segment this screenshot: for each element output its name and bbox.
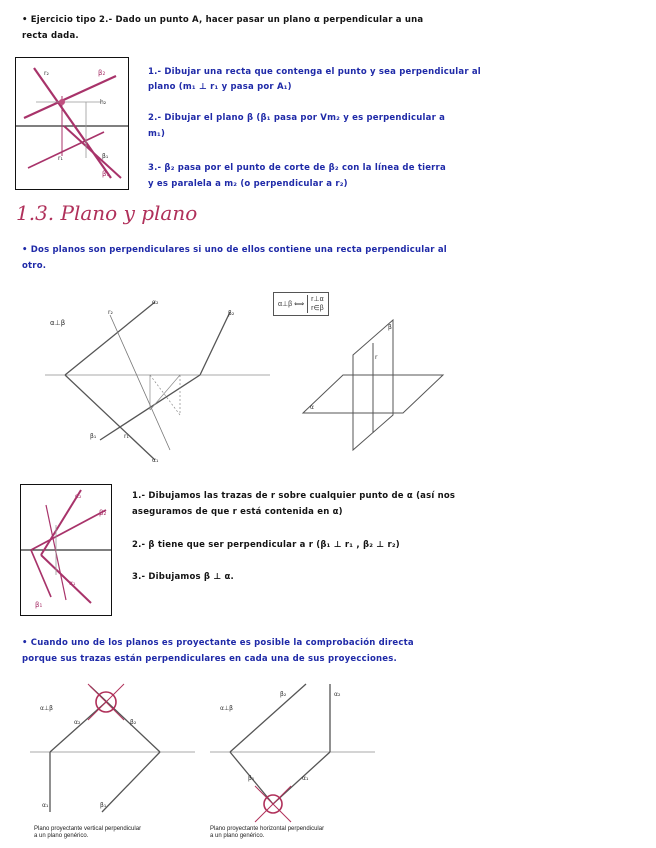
- formula-bot: r∈β: [311, 305, 324, 312]
- svg-text:β₂: β₂: [99, 509, 107, 517]
- fig1-lab-r1: r₁: [124, 433, 129, 440]
- fig1-lab-r3d: r: [375, 354, 378, 361]
- fig1-lab-r2: r₂: [108, 309, 113, 316]
- formula-conditions: [307, 295, 323, 313]
- svg-text:α₂: α₂: [75, 493, 82, 500]
- rule2-line-1: • Cuando uno de los planos es proyectante es posible la comprobación directa: [22, 638, 414, 648]
- fig1-lab-a2: α₂: [152, 299, 159, 306]
- fig1-lab-a1: α₁: [152, 457, 159, 464]
- section-title: 1.3. Plano y plano: [16, 201, 198, 225]
- ex2-step2: 2.- β tiene que ser perpendicular a r (β₁ ⊥ r₁ , β₂ ⊥ r₂): [132, 540, 400, 550]
- fig2-right-a2: α₂: [334, 691, 341, 698]
- perpendicularity-formula: [273, 292, 329, 316]
- intro-line-1: • Ejercicio tipo 2.- Dado un punto A, hacer pasar un plano α perpendicular a una: [22, 15, 424, 25]
- perpendicular-planes-projection: [40, 290, 270, 465]
- formula-top: r⊥α: [311, 296, 324, 303]
- svg-text:h₂: h₂: [100, 99, 107, 106]
- fig2-right-label: α⊥β: [220, 705, 234, 712]
- ex2-step1a: 1.- Dibujamos las trazas de r sobre cualquier punto de α (así nos: [132, 491, 456, 501]
- perpendicular-planes-3d: [298, 315, 448, 455]
- fig1-lab-b2: β₂: [228, 310, 235, 317]
- vertical-projecting-svg: [30, 682, 200, 817]
- rule-line-1: • Dos planos son perpendiculares si uno de ellos contiene una recta perpendicular al: [22, 245, 447, 255]
- fig1-lab-beta3d: β: [388, 324, 392, 331]
- svg-text:β₁: β₁: [102, 153, 109, 160]
- fig1-lab-b1: β₁: [90, 433, 97, 440]
- rule-line-2: otro.: [22, 261, 47, 271]
- intro-line-2: recta dada.: [22, 31, 79, 41]
- horizontal-projecting-svg: [210, 682, 380, 817]
- ex1-step3b: y es paralela a m₂ (o perpendicular a r₂): [148, 179, 348, 189]
- ex2-step3: 3.- Dibujamos β ⊥ α.: [132, 572, 234, 582]
- svg-text:r₂: r₂: [44, 70, 49, 77]
- ex1-step1b: plano (m₁ ⊥ r₁ y pasa por A₁): [148, 82, 292, 92]
- svg-text:β₁: β₁: [102, 170, 110, 178]
- fig2-right-a1: α₁: [302, 775, 309, 782]
- ex1-step2b: m₁): [148, 129, 166, 139]
- svg-text:α₁: α₁: [69, 580, 76, 587]
- fig1-label-ab: α⊥β: [50, 319, 66, 327]
- projection-svg: [40, 290, 270, 465]
- fig2-right-b1: β₁: [248, 775, 255, 782]
- ex1-step2a: 2.- Dibujar el plano β (β₁ pasa por Vm₂ y es perpendicular a: [148, 113, 446, 123]
- fig2-left-caption: [34, 826, 141, 840]
- exercise2-diagram: [20, 484, 112, 616]
- fig2-left-a2: α₂: [74, 719, 81, 726]
- fig2-left-label: α⊥β: [40, 705, 54, 712]
- horizontal-projecting-plane-figure: [210, 682, 380, 817]
- fig2-left-caption-2: a un plano genérico.: [34, 833, 89, 839]
- fig2-right-b2: β₂: [280, 691, 287, 698]
- exercise1-diagram: [15, 57, 129, 190]
- fig2-right-caption-1: Plano proyectante horizontal perpendicular: [210, 826, 325, 832]
- ex1-step1a: 1.- Dibujar una recta que contenga el punto y sea perpendicular al: [148, 67, 481, 77]
- fig2-left-b1: β₁: [100, 802, 107, 809]
- fig2-left-b2: β₂: [130, 719, 137, 726]
- formula-left: α⊥β ⟺: [278, 301, 305, 308]
- exercise1-diagram-svg: [16, 58, 128, 189]
- fig2-left-a1: α₁: [42, 802, 49, 809]
- vertical-projecting-plane-figure: [30, 682, 200, 817]
- exercise2-diagram-svg: [21, 485, 111, 615]
- svg-text:β₁: β₁: [35, 601, 43, 609]
- fig2-right-caption: [210, 826, 324, 840]
- fig1-lab-alpha3d: α: [310, 404, 314, 411]
- svg-text:β₂: β₂: [98, 69, 106, 77]
- svg-text:r₁: r₁: [58, 155, 63, 162]
- rule2-line-2: porque sus trazas están perpendiculares en cada una de sus proyecciones.: [22, 654, 397, 664]
- fig2-left-caption-1: Plano proyectante vertical perpendicular: [34, 826, 142, 832]
- ex1-step3a: 3.- β₂ pasa por el punto de corte de β₂ con la línea de tierra: [148, 163, 446, 173]
- ex2-step1b: aseguramos de que r está contenida en α): [132, 507, 343, 517]
- planes-3d-svg: [298, 315, 448, 455]
- fig2-right-caption-2: a un plano genérico.: [210, 833, 265, 839]
